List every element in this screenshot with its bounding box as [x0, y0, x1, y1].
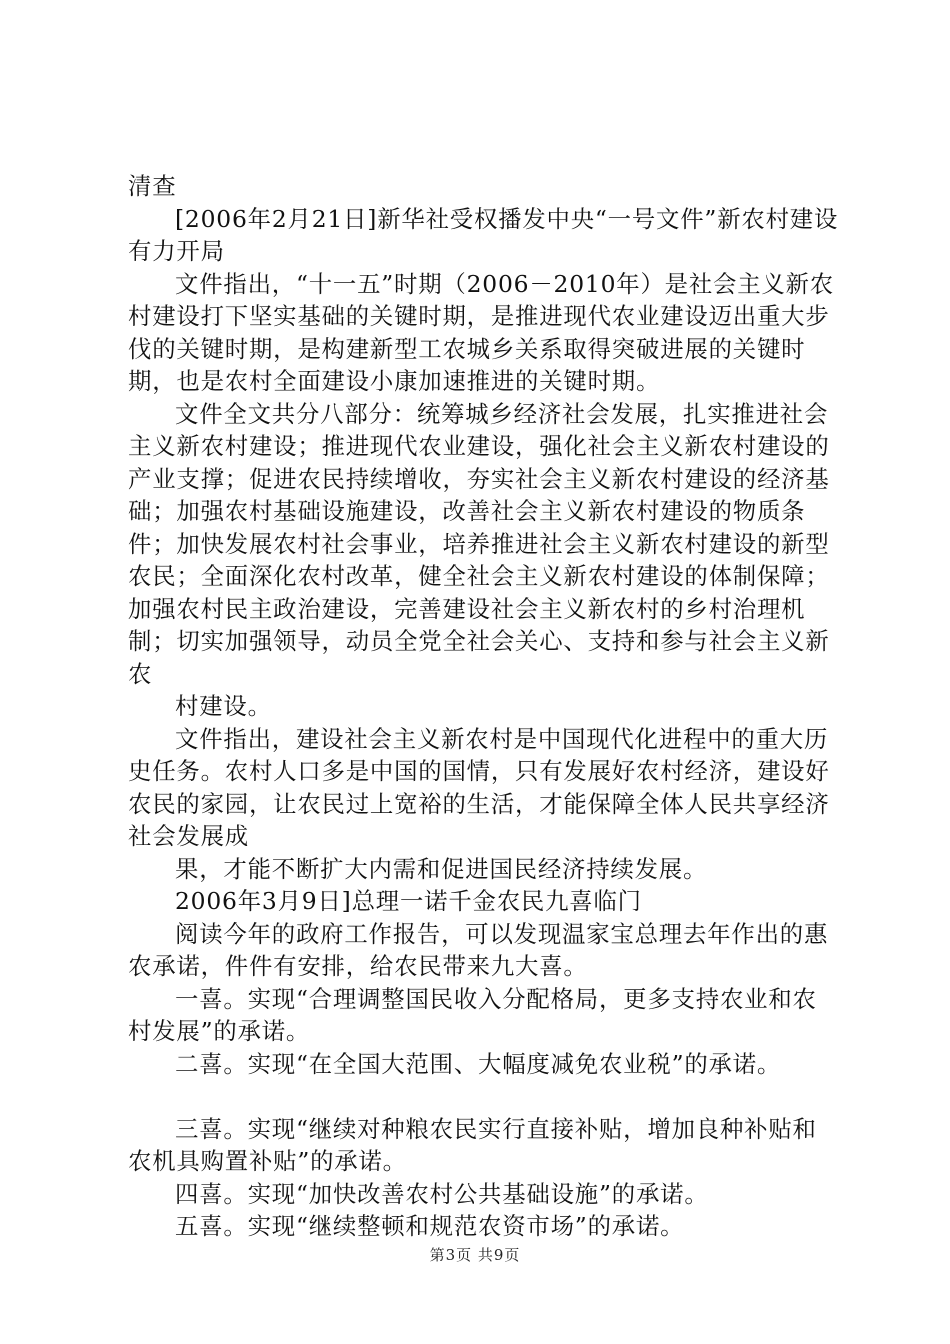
paragraph-continuation: 果，才能不断扩大内需和促进国民经济持续发展。 — [175, 854, 708, 883]
paragraph-list-item: 一喜。实现“合理调整国民收入分配格局，更多支持农业和农村发展”的承诺。 — [128, 984, 817, 1045]
paragraph-body: 文件指出，建设社会主义新农村是中国现代化进程中的重大历史任务。农村人口多是中国的国情，只有发展好农村经济，建设好农民的家园，让农民过上宽裕的生活，才能保障全体人民共享经济社会发展成 — [128, 724, 830, 850]
paragraph-list-item: 四喜。实现“加快改善农村公共基础设施”的承诺。 — [175, 1179, 709, 1208]
paragraph-heading-fragment: 清查 — [128, 172, 177, 200]
paragraph-body: 阅读今年的政府工作报告，可以发现温家宝总理去年作出的惠农承诺，件件有安排，给农民带来九大喜。 — [128, 919, 829, 980]
paragraph-list-item: 三喜。实现“继续对种粮农民实行直接补贴，增加良种补贴和农机具购置补贴”的承诺。 — [128, 1114, 817, 1175]
paragraph-news-headline-1: [2006年2月21日]新华社受权播发中央“一号文件”新农村建设有力开局 — [128, 204, 839, 265]
document-body — [128, 170, 840, 1243]
page-number-footer: 第3页 共9页 — [429, 1246, 521, 1264]
paragraph-news-headline-2: 2006年3月9日]总理一诺千金农民九喜临门 — [175, 887, 642, 915]
paragraph-body: 文件全文共分八部分：统筹城乡经济社会发展，扎实推进社会主义新农村建设；推进现代农业建设，强化社会主义新农村建设的产业支撑；促进农民持续增收，夯实社会主义新农村建设的经济基础；加强农村基础设施建设，改善社会主义新农村建设的物质条件；加快发展农村社会事业，培养推进社会主义新农村建设的新型农民；全面深化农村改革，健全社会主义新农村建设的体制保障；加强农村民主政治建设，完善建设社会主义新农村的乡村治理机制；切实加强领导，动员全党全社会关心、支持和参与社会主义新农 — [128, 399, 830, 688]
blank-line — [128, 1080, 840, 1113]
paragraph-continuation: 村建设。 — [175, 692, 272, 720]
paragraph-body: 文件指出，“十一五”时期（2006－2010年）是社会主义新农村建设打下坚实基础的关键时期，是推进现代农业建设迈出重大步伐的关键时期，是构建新型工农城乡关系取得突破进展的关键时期，也是农村全面建设小康加速推进的关键时期。 — [128, 269, 834, 395]
paragraph-list-item: 二喜。实现“在全国大范围、大幅度减免农业税”的承诺。 — [175, 1049, 782, 1078]
paragraph-list-item: 五喜。实现“继续整顿和规范农资市场”的承诺。 — [175, 1212, 685, 1240]
